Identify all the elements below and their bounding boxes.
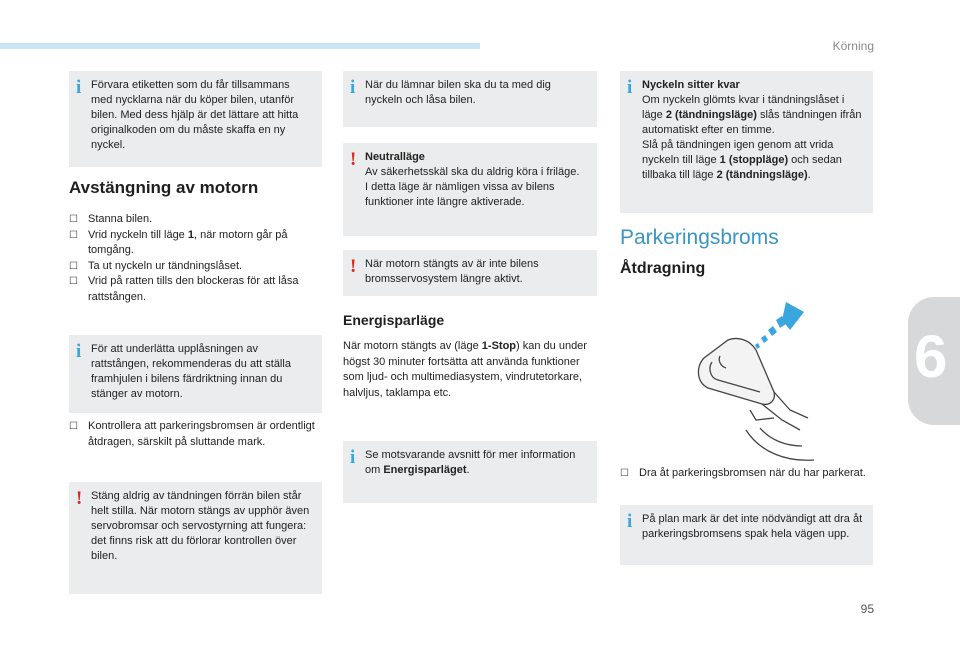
section-label: Körning (832, 39, 874, 53)
info-icon: i (627, 511, 633, 532)
checkbox-icon: ☐ (69, 214, 78, 225)
info-icon: i (76, 77, 82, 98)
exclamation-icon: ! (76, 488, 83, 509)
page-number: 95 (860, 602, 874, 616)
checkbox-icon: ☐ (69, 276, 78, 287)
info-box-steering (69, 335, 322, 413)
step5-list (69, 419, 322, 450)
info-icon: i (627, 77, 633, 98)
info-icon: i (76, 341, 82, 362)
info-text: Se motsvarande avsnitt för mer information om Energisparläget. (365, 449, 576, 476)
header-bar (0, 43, 480, 49)
heading-avstangning: Avstängning av motorn (69, 178, 259, 197)
chapter-number: 6 (914, 323, 948, 390)
info-text: Förvara etiketten som du får tillsammans med nycklarna när du köper bilen, utanför bilen. Med dess hjälp är det lättare att hitta originalkoden om du måste skaffa en ny nyckel. (91, 79, 299, 151)
warning-text: Stäng aldrig av tändningen förrän bilen står helt stilla. När motorn stängs av upphör även servobromsar och servostyrning att fungera: det finns risk att du förlorar kontrollen över bilen. (91, 490, 310, 562)
heading-atdragning: Åtdragning (620, 260, 706, 277)
step-item: ☐ Vrid nyckeln till läge 1, när motorn går på tomgång. (69, 228, 288, 256)
info-icon: i (350, 447, 356, 468)
info-text: För att underlätta upplåsningen av rattstången, rekommenderas du att ställa framhjulen i bilens färdriktning innan du stänger av motorn. (91, 343, 291, 400)
park-step-list (620, 466, 873, 482)
checkbox-icon: ☐ (620, 468, 629, 479)
warning-box-brake-servo (343, 250, 597, 296)
info-text: Slå på tändningen igen genom att vrida nyckeln till läge 1 (stoppläge) och sedan tillbaka till läge 2 (tändningsläge). (642, 139, 842, 181)
exclamation-icon: ! (350, 256, 357, 277)
heading-energisparlage: Energisparläge (343, 312, 445, 328)
step-item: ☐ Stanna bilen. (69, 212, 322, 228)
info-text: Om nyckeln glömts kvar i tändningslåset i läge 2 (tändningsläge) slås tändningen ifrån automatiskt efter en timme. (642, 94, 862, 136)
parking-brake-illustration (690, 300, 820, 465)
step-item: ☐ Dra åt parkeringsbromsen när du har parkerat. (620, 466, 873, 482)
warning-text: I detta läge är nämligen vissa av bilens funktioner inte längre aktiverade. (365, 181, 555, 208)
checkbox-icon: ☐ (69, 229, 78, 241)
warning-text: När motorn stängts av är inte bilens bromsservosystem längre aktivt. (365, 258, 539, 285)
info-text: På plan mark är det inte nödvändigt att dra åt parkeringsbromsens spak hela vägen upp. (642, 513, 863, 540)
heading-parkeringsbroms: Parkeringsbroms (620, 226, 779, 249)
info-box-key-left (620, 71, 873, 213)
step-item: ☐ Ta ut nyckeln ur tändningslåset. (69, 259, 322, 275)
checkbox-icon: ☐ (69, 260, 78, 272)
pull-arrow-icon (755, 302, 804, 349)
energy-paragraph: När motorn stängts av (läge 1-Stop) kan du under högst 30 minuter fortsätta att använda funktioner som ljud- och multimediasystem, vindrutetorkare, halvljus, taklampa etc. (343, 340, 587, 399)
exclamation-icon: ! (350, 149, 357, 170)
warning-text: Av säkerhetsskäl ska du aldrig köra i friläge. (365, 166, 580, 178)
info-text: När du lämnar bilen ska du ta med dig nyckeln och låsa bilen. (365, 79, 551, 106)
steps-list (69, 212, 322, 305)
chapter-tab (908, 297, 960, 425)
info-icon: i (350, 77, 356, 98)
info-box-energy (343, 441, 597, 503)
warning-box-neutral (343, 143, 597, 236)
warning-box-ignition (69, 482, 322, 594)
warning-title: Neutralläge (365, 151, 425, 163)
info-box-leave-car (343, 71, 597, 127)
info-box-flat-ground (620, 505, 873, 565)
info-box-label (69, 71, 322, 167)
step-item: ☐ Kontrollera att parkeringsbromsen är ordentligt åtdragen, särskilt på sluttande mark. (69, 420, 315, 448)
info-title: Nyckeln sitter kvar (642, 79, 740, 91)
step-item: ☐ Vrid på ratten tills den blockeras för att låsa rattstången. (69, 275, 299, 303)
checkbox-icon: ☐ (69, 421, 78, 432)
